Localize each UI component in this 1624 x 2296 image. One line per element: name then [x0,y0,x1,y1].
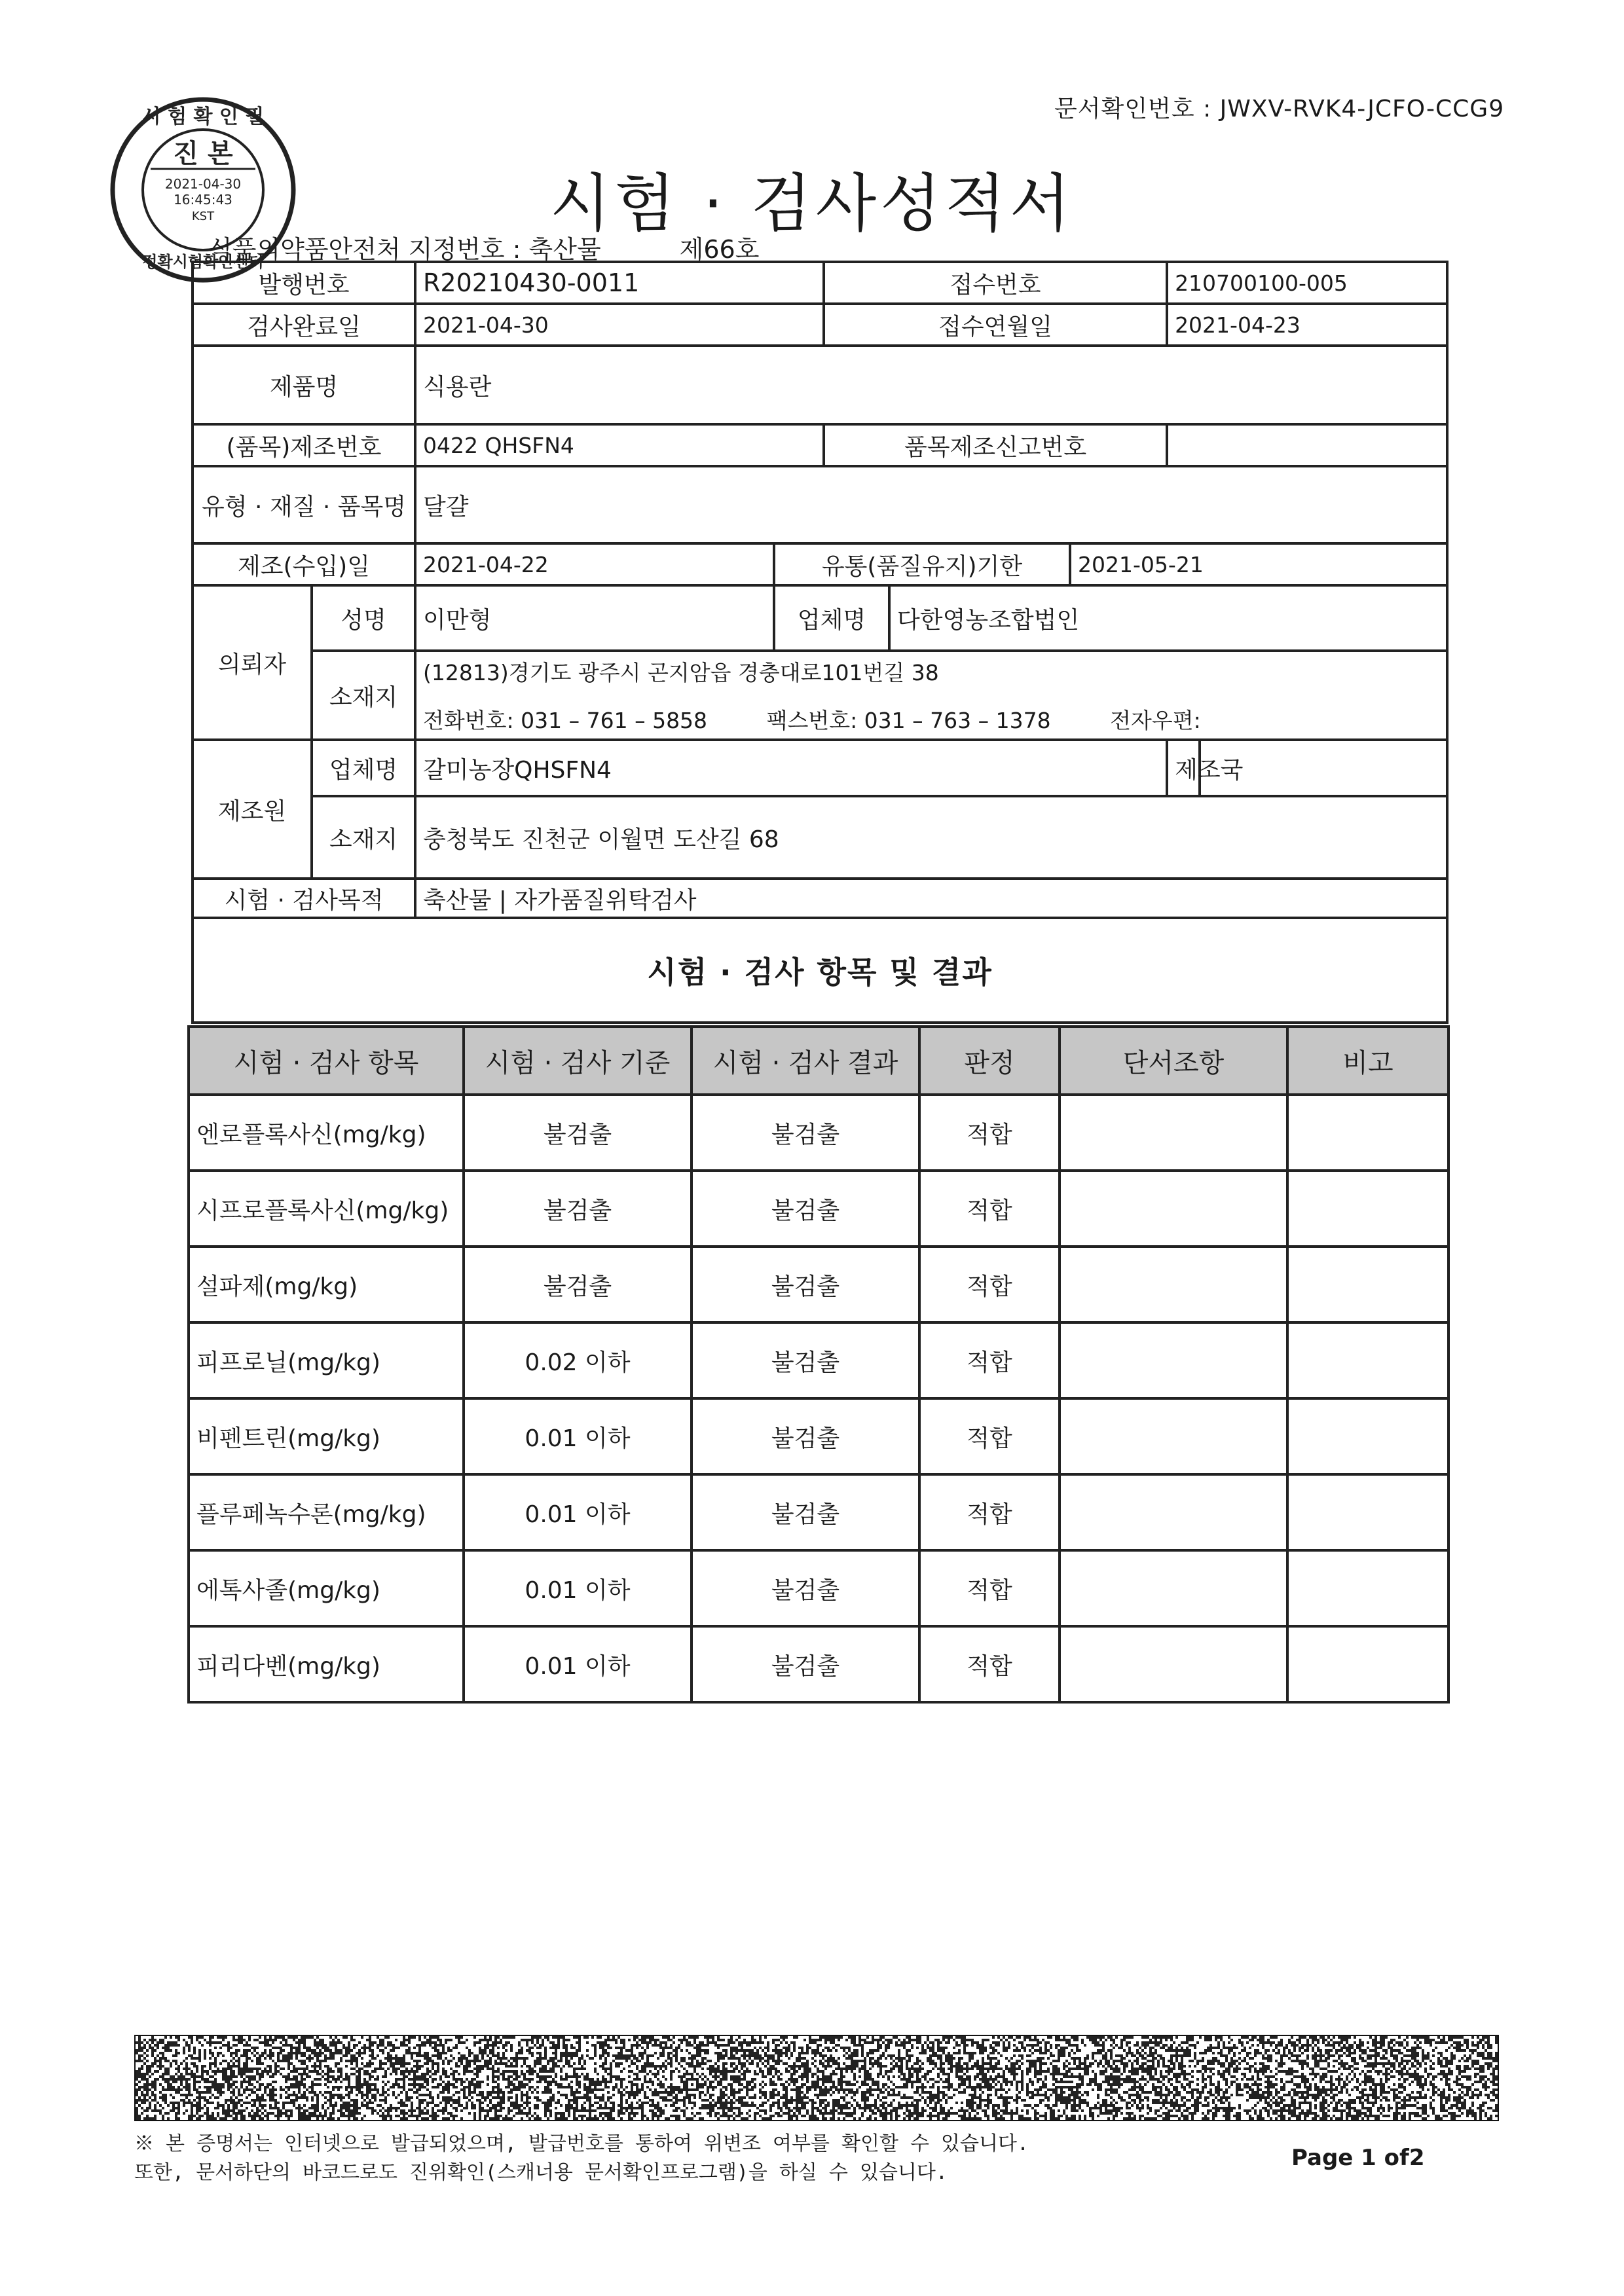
result-value: 불검출 [692,1095,919,1171]
result-item: 시프로플록사신(mg/kg) [189,1171,464,1247]
mfg-date-label: 제조(수입)일 [193,543,415,585]
result-note [1287,1626,1449,1702]
client-address-block [415,651,1447,740]
footer-note [134,2130,1029,2187]
client-name: 이만형 [415,585,774,651]
maker-address-label: 소재지 [312,796,415,879]
purpose-value: 축산물 | 자가품질위탁검사 [415,879,1447,918]
result-value: 불검출 [692,1171,919,1247]
result-note [1287,1398,1449,1474]
page-number: Page 1 of2 [1291,2145,1425,2171]
header-note: 비고 [1287,1027,1449,1095]
footer-note-line1: ※ 본 증명서는 인터넷으로 발급되었으며, 발급번호를 통하여 위변조 여부를 확인할 수 있습니다. [134,2132,1029,2155]
table-row [189,1247,1449,1322]
info-table [191,261,1449,1024]
verification-barcode [134,2035,1499,2121]
table-row [189,1626,1449,1702]
result-judgment: 적합 [919,1171,1060,1247]
svg-text:정확시험확인센터: 정확시험확인센터 [142,253,264,271]
svg-text:16:45:43: 16:45:43 [174,192,232,208]
table-row [189,1322,1449,1398]
table-row [189,1095,1449,1171]
client-name-label: 성명 [312,585,415,651]
header-standard: 시험 · 검사 기준 [464,1027,692,1095]
issue-no-label: 발행번호 [193,262,415,304]
result-value: 불검출 [692,1247,919,1322]
result-clause [1060,1474,1287,1550]
client-fax: 팩스번호: 031 – 763 – 1378 [766,708,1051,733]
lot-label: (품목)제조번호 [193,424,415,466]
result-item: 비펜트린(mg/kg) [189,1398,464,1474]
result-item: 피리다벤(mg/kg) [189,1626,464,1702]
type-label: 유형 · 재질 · 품목명 [193,466,415,543]
complete-date-label: 검사완료일 [193,304,415,346]
designation-number [208,229,759,265]
result-value: 불검출 [692,1550,919,1626]
maker-label: 제조원 [193,740,312,879]
table-row [189,1398,1449,1474]
type-value: 달걀 [415,466,1447,543]
result-note [1287,1322,1449,1398]
section-title: 시험 · 검사 항목 및 결과 [193,918,1447,1023]
result-standard: 0.01 이하 [464,1474,692,1550]
result-standard: 0.01 이하 [464,1626,692,1702]
expiry-label: 유통(품질유지)기한 [774,543,1070,585]
mfg-date: 2021-04-22 [415,543,774,585]
client-company-label: 업체명 [774,585,889,651]
client-contact [423,704,1439,735]
document-confirmation-number: 문서확인번호 : JWXV-RVK4-JCFO-CCG9 [1054,96,1505,122]
svg-text:시 험 확 인 필: 시 험 확 인 필 [141,105,265,128]
receipt-no-label: 접수번호 [824,262,1167,304]
result-note [1287,1474,1449,1550]
expiry-date: 2021-05-21 [1070,543,1447,585]
result-standard: 불검출 [464,1095,692,1171]
table-row [189,1474,1449,1550]
result-clause [1060,1247,1287,1322]
designation-number-value: 제66호 [679,235,760,264]
result-standard: 불검출 [464,1247,692,1322]
result-clause [1060,1171,1287,1247]
footer-note-line2: 또한, 문서하단의 바코드로도 진위확인(스캐너용 문서확인프로그램)을 하실 수 있습니다. [134,2161,948,2184]
receipt-date-label: 접수연월일 [824,304,1167,346]
result-note [1287,1095,1449,1171]
result-standard: 불검출 [464,1171,692,1247]
result-item: 에톡사졸(mg/kg) [189,1550,464,1626]
result-item: 설파제(mg/kg) [189,1247,464,1322]
result-judgment: 적합 [919,1550,1060,1626]
result-value: 불검출 [692,1626,919,1702]
header-judgment: 판정 [919,1027,1060,1095]
barcode-pattern [136,2036,1498,2120]
client-email: 전자우편: [1110,708,1201,733]
header-result: 시험 · 검사 결과 [692,1027,919,1095]
result-judgment: 적합 [919,1626,1060,1702]
header-clause: 단서조항 [1060,1027,1287,1095]
result-value: 불검출 [692,1474,919,1550]
result-item: 피프로닐(mg/kg) [189,1322,464,1398]
result-note [1287,1550,1449,1626]
svg-text:진 본: 진 본 [173,139,233,169]
result-judgment: 적합 [919,1247,1060,1322]
report-no [1167,424,1447,466]
lot-number: 0422 QHSFN4 [415,424,824,466]
designation-label: 식품의약품안전처 지정번호 : 축산물 [208,235,601,264]
svg-text:2021-04-30: 2021-04-30 [164,176,242,192]
client-phone: 전화번호: 031 – 761 – 5858 [423,708,708,733]
client-address: (12813)경기도 광주시 곤지암읍 경충대로101번길 38 [423,660,939,685]
header-item: 시험 · 검사 항목 [189,1027,464,1095]
result-value: 불검출 [692,1398,919,1474]
maker-company: 갈미농장QHSFN4 [415,740,1167,796]
page-title: 시험 · 검사성적서 [549,167,1075,240]
result-clause [1060,1322,1287,1398]
receipt-no: 210700100-005 [1167,262,1447,304]
result-clause [1060,1550,1287,1626]
result-judgment: 적합 [919,1398,1060,1474]
result-note [1287,1247,1449,1322]
result-item: 플루페녹수론(mg/kg) [189,1474,464,1550]
result-judgment: 적합 [919,1474,1060,1550]
result-item: 엔로플록사신(mg/kg) [189,1095,464,1171]
result-standard: 0.02 이하 [464,1322,692,1398]
purpose-label: 시험 · 검사목적 [193,879,415,918]
table-row [189,1171,1449,1247]
client-company: 다한영농조합법인 [889,585,1447,651]
results-table [187,1025,1450,1704]
result-note [1287,1171,1449,1247]
table-row [189,1550,1449,1626]
receipt-date: 2021-04-23 [1167,304,1447,346]
product-label: 제품명 [193,346,415,424]
svg-text:KST: KST [191,210,215,223]
result-clause [1060,1095,1287,1171]
result-clause [1060,1398,1287,1474]
country-label: 제조국 [1167,740,1200,796]
product-name: 식용란 [415,346,1447,424]
result-standard: 0.01 이하 [464,1398,692,1474]
client-address-label: 소재지 [312,651,415,740]
maker-address: 충청북도 진천군 이월면 도산길 68 [415,796,1447,879]
result-judgment: 적합 [919,1322,1060,1398]
report-no-label: 품목제조신고번호 [824,424,1167,466]
result-clause [1060,1626,1287,1702]
issue-no: R20210430-0011 [415,262,824,304]
client-label: 의뢰자 [193,585,312,740]
complete-date: 2021-04-30 [415,304,824,346]
result-standard: 0.01 이하 [464,1550,692,1626]
result-value: 불검출 [692,1322,919,1398]
result-judgment: 적합 [919,1095,1060,1171]
maker-company-label: 업체명 [312,740,415,796]
